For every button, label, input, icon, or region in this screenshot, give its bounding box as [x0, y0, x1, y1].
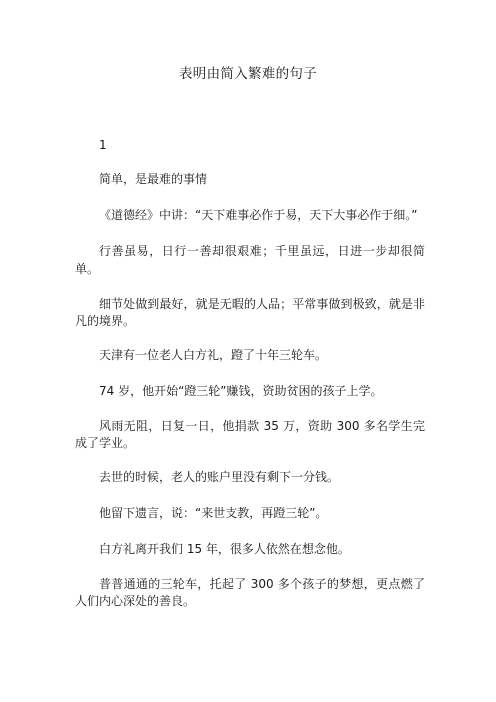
paragraph: 《道德经》中讲：“天下难事必作于易，天下大事必作于细。”: [99, 208, 418, 222]
paragraph: 去世的时候，老人的账户里没有剩下一分钱。: [99, 470, 340, 484]
paragraph: 行善虽易，日行一善却很艰难；千里虽远，日进一步却很简单。: [75, 244, 425, 276]
paragraph: 细节处做到最好，就是无暇的人品；平常事做到极致，就是非凡的境界。: [75, 297, 425, 328]
section-heading: 简单，是最难的事情: [99, 172, 208, 186]
paragraph: 风雨无阻，日复一日，他捐款 35 万，资助 300 多名学生完成了学业。: [75, 419, 425, 450]
section-number: 1: [99, 138, 107, 152]
paragraph: 74 岁，他开始“蹬三轮”赚钱，资助贫困的孩子上学。: [99, 384, 383, 398]
document-body: [75, 136, 425, 626]
paragraph: 白方礼离开我们 15 年，很多人依然在想念他。: [99, 542, 350, 556]
paragraph: 他留下遗言，说：“来世支教，再蹬三轮”。: [99, 506, 328, 520]
paragraph: 天津有一位老人白方礼，蹬了十年三轮车。: [99, 348, 328, 362]
document-title: 表明由简入繁难的句子: [179, 66, 317, 82]
paragraph: 普普通通的三轮车，托起了 300 多个孩子的梦想，更点燃了人们内心深处的善良。: [75, 577, 425, 608]
